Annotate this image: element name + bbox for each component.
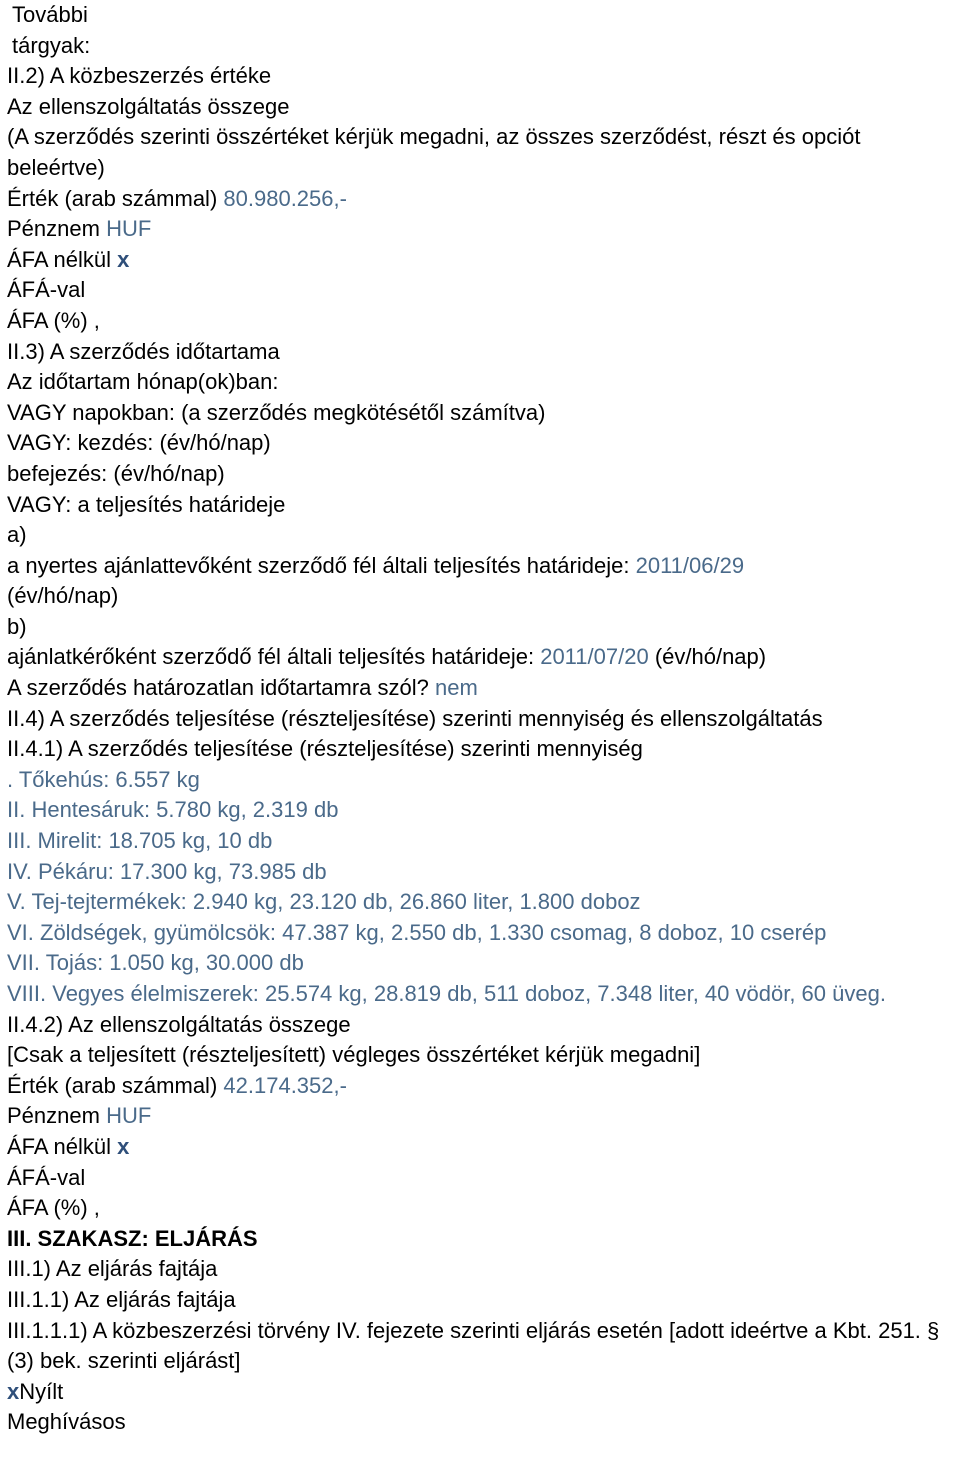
quantity-item: V. Tej-tejtermékek: 2.940 kg, 23.120 db, 26.860 liter, 1.800 doboz xyxy=(7,889,641,915)
text-line: Az ellenszolgáltatás összege xyxy=(7,93,290,119)
field-label: ÁFA nélkül xyxy=(7,246,111,272)
quantity-item: VI. Zöldségek, gyümölcsök: 47.387 kg, 2.550 db, 1.330 csomag, 8 doboz, 10 cserép xyxy=(7,919,827,945)
text-line: VAGY: a teljesítés határideje xyxy=(7,491,286,517)
field-label: ÁFA nélkül xyxy=(7,1133,111,1159)
field-label: Pénznem xyxy=(7,1103,100,1129)
text-line: ÁFA (%) , xyxy=(7,307,100,333)
quantity-item: IV. Pékáru: 17.300 kg, 73.985 db xyxy=(7,858,327,884)
text-line: b) xyxy=(7,613,27,639)
field-value: 2011/07/20 xyxy=(540,644,649,670)
text-line: ÁFA (%) , xyxy=(7,1195,100,1221)
value-row xyxy=(7,214,960,245)
field-label: a nyertes ajánlattevőként szerződő fél általi teljesítés határideje: xyxy=(7,552,630,578)
quantity-item: III. Mirelit: 18.705 kg, 10 db xyxy=(7,828,273,854)
field-value: HUF xyxy=(106,1103,152,1129)
field-label: A szerződés határozatlan időtartamra szól? xyxy=(7,675,429,701)
value-row xyxy=(7,551,960,582)
text-line: Az időtartam hónap(ok)ban: xyxy=(7,369,279,395)
value-row xyxy=(7,1071,960,1102)
field-unit: (év/hó/nap) xyxy=(654,644,767,670)
text-line: [Csak a teljesített (részteljesített) végleges összértéket kérjük megadni] xyxy=(7,1042,701,1068)
text-paragraph: III.1.1.1) A közbeszerzési törvény IV. fejezete szerinti eljárás esetén [adott ideértve a Kbt. 251. § (3) bek. szerinti eljárást] xyxy=(7,1317,940,1374)
value-row xyxy=(7,642,960,673)
section-heading: II.4.2) Az ellenszolgáltatás összege xyxy=(7,1011,351,1037)
quantity-item: . Tőkehús: 6.557 kg xyxy=(7,766,200,792)
value-row xyxy=(7,184,960,215)
section-heading: II.4.1) A szerződés teljesítése (részteljesítése) szerinti mennyiség xyxy=(7,736,643,762)
text-line: befejezés: (év/hó/nap) xyxy=(7,460,225,486)
value-row xyxy=(7,1101,960,1132)
text-line: További xyxy=(12,2,88,27)
option-label: Meghívásos xyxy=(7,1409,126,1435)
value-row xyxy=(7,1132,960,1163)
checkbox-mark: x xyxy=(7,1378,20,1404)
field-value: 2011/06/29 xyxy=(635,552,745,578)
field-value: nem xyxy=(435,675,478,701)
text-line: VAGY: kezdés: (év/hó/nap) xyxy=(7,430,271,456)
field-value: 42.174.352,- xyxy=(223,1072,347,1098)
section-title: III. SZAKASZ: ELJÁRÁS xyxy=(7,1225,258,1251)
quantity-item: VII. Tojás: 1.050 kg, 30.000 db xyxy=(7,950,304,976)
field-label: Pénznem xyxy=(7,216,100,242)
field-label: Érték (arab számmal) xyxy=(7,1072,218,1098)
section-heading: III.1) Az eljárás fajtája xyxy=(7,1256,218,1282)
text-line: VAGY napokban: (a szerződés megkötésétől számítva) xyxy=(7,399,546,425)
text-line: (év/hó/nap) xyxy=(7,583,119,609)
field-label: Érték (arab számmal) xyxy=(7,185,218,211)
section-heading: III.1.1) Az eljárás fajtája xyxy=(7,1286,236,1312)
quantity-item: II. Hentesáruk: 5.780 kg, 2.319 db xyxy=(7,797,339,823)
value-row xyxy=(7,673,960,704)
text-line: ÁFÁ-val xyxy=(7,1164,86,1190)
section-heading: II.2) A közbeszerzés értéke xyxy=(7,63,272,89)
text-line: a) xyxy=(7,522,27,548)
field-value: HUF xyxy=(106,216,152,242)
section-heading: II.3) A szerződés időtartama xyxy=(7,338,280,364)
checkbox-mark: x xyxy=(117,1133,130,1159)
quantity-item: VIII. Vegyes élelmiszerek: 25.574 kg, 28.819 db, 511 doboz, 7.348 liter, 40 vödör, 60 üveg. xyxy=(7,981,886,1006)
option-label: Nyílt xyxy=(19,1378,64,1404)
section-heading: II.4) A szerződés teljesítése (részteljesítése) szerinti mennyiség és ellenszolgáltatás xyxy=(7,705,823,731)
checkbox-mark: x xyxy=(117,246,130,272)
field-value: 80.980.256,- xyxy=(223,185,347,211)
text-line: tárgyak: xyxy=(12,32,91,58)
field-label: ajánlatkérőként szerződő fél általi teljesítés határideje: xyxy=(7,644,535,670)
text-paragraph: (A szerződés szerinti összértéket kérjük megadni, az összes szerződést, részt és opciót beleértve) xyxy=(7,124,861,180)
text-line: ÁFÁ-val xyxy=(7,277,86,303)
value-row xyxy=(7,245,960,276)
value-row xyxy=(7,1377,960,1408)
